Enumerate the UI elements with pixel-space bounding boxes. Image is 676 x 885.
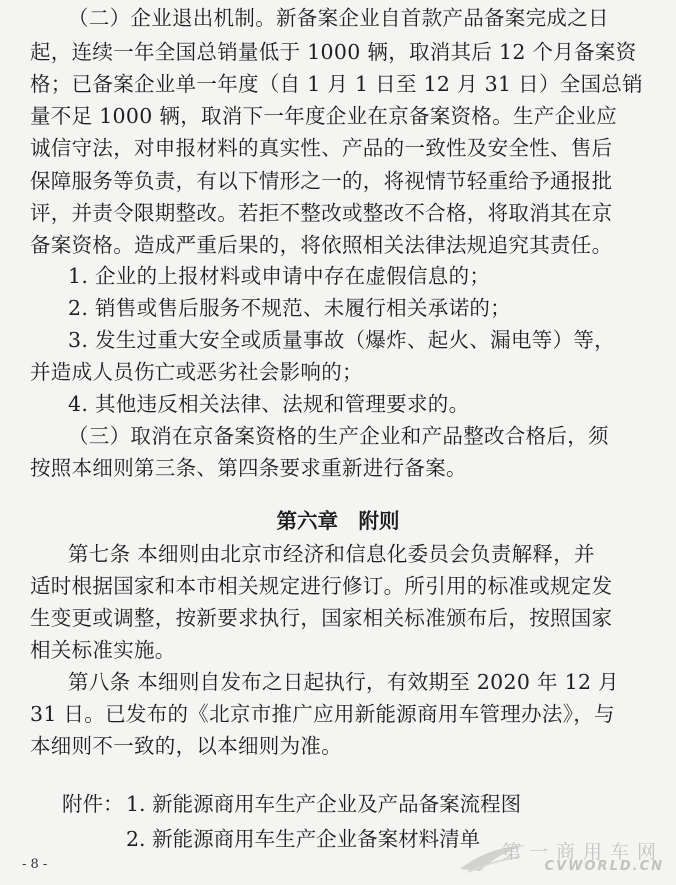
list-item: 3. 发生过重大安全或质量事故（爆炸、起火、漏电等）等， bbox=[68, 328, 615, 352]
list-item-continuation: 并造成人员伤亡或恶劣社会影响的； bbox=[30, 360, 363, 384]
text-line: 按照本细则第三条、第四条要求重新进行备案。 bbox=[30, 456, 467, 480]
chapter-title: 第六章 附则 bbox=[276, 509, 400, 533]
attachment-item: 2. 新能源商用车生产企业备案材料清单 bbox=[126, 827, 481, 851]
text-line: 适时根据国家和本市相关规定进行修订。所引用的标准或规定发 bbox=[30, 574, 613, 598]
text-line: 第八条 本细则自发布之日起执行，有效期至 2020 年 12 月 bbox=[68, 670, 619, 694]
page-number: - 8 - bbox=[22, 857, 48, 872]
text-line: 第七条 本细则由北京市经济和信息化委员会负责解释，并 bbox=[68, 542, 595, 566]
attachment-item: 1. 新能源商用车生产企业及产品备案流程图 bbox=[126, 792, 522, 816]
list-item: 1. 企业的上报材料或申请中存在虚假信息的； bbox=[68, 264, 491, 288]
text-line: 诚信守法，对申报材料的真实性、产品的一致性及安全性、售后 bbox=[30, 136, 613, 160]
watermark-chinese: 第一商用车网 bbox=[501, 841, 664, 863]
text-line: 31 日。已发布的《北京市推广应用新能源商用车管理办法》，与 bbox=[30, 702, 615, 726]
text-line: 格；已备案企业单一年度（自 1 月 1 日至 12 月 31 日）全国总销 bbox=[30, 72, 643, 96]
text-line: （二）企业退出机制。新备案企业自首款产品备案完成之日 bbox=[68, 6, 609, 30]
text-line: 备案资格。造成严重后果的，将依照相关法律法规追究其责任。 bbox=[30, 233, 613, 257]
watermark-english: CVWORLD.CN bbox=[544, 859, 664, 874]
text-line: 本细则不一致的，以本细则为准。 bbox=[30, 734, 342, 758]
text-line: 量不足 1000 辆，取消下一年度企业在京备案资格。生产企业应 bbox=[30, 104, 618, 128]
attachments-label: 附件： bbox=[62, 792, 124, 816]
watermark bbox=[458, 835, 668, 879]
text-line: 起，连续一年全国总销量低于 1000 辆，取消其后 12 个月备案资 bbox=[30, 40, 637, 64]
text-line: 保障服务等负责，有以下情形之一的，将视情节轻重给予通报批 bbox=[30, 169, 613, 193]
text-line: 相关标准实施。 bbox=[30, 638, 176, 662]
list-item: 2. 销售或售后服务不规范、未履行相关承诺的； bbox=[68, 296, 511, 320]
text-line: （三）取消在京备案资格的生产企业和产品整改合格后，须 bbox=[68, 424, 609, 448]
list-item: 4. 其他违反相关法律、法规和管理要求的。 bbox=[68, 392, 470, 416]
text-line: 生变更或调整，按新要求执行，国家相关标准颁布后，按照国家 bbox=[30, 606, 613, 630]
text-line: 评，并责令限期整改。若拒不整改或整改不合格，将取消其在京 bbox=[30, 201, 613, 225]
